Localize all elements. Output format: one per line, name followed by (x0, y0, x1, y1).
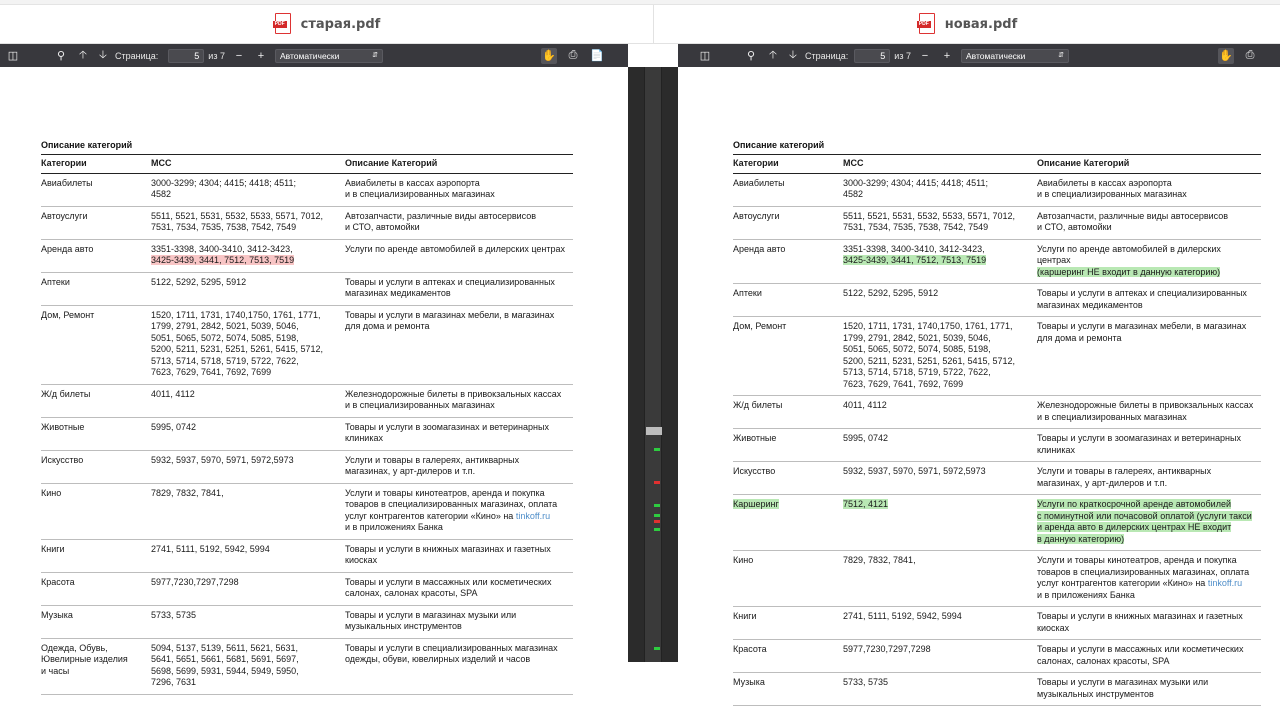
left-filename: старая.pdf (300, 16, 381, 32)
description-cell (345, 450, 573, 483)
description-cell (345, 539, 573, 572)
table-row (41, 572, 573, 605)
description-cell (345, 305, 573, 384)
mcc-codes: 5977,7230,7297,7298 (843, 644, 931, 654)
table-row (41, 605, 573, 638)
category-cell (41, 173, 151, 206)
mcc-cell (151, 605, 345, 638)
right-document-page (678, 67, 1280, 699)
category-description: Товары и услуги в магазинах музыки или музыкальных инструментов (1037, 677, 1209, 699)
mcc-codes: 3351-3398, 3400-3410, 3412-3423, (843, 243, 985, 254)
category-name: Каршеринг (733, 499, 779, 509)
category-cell (733, 317, 843, 396)
mcc-codes: 5511, 5521, 5531, 5532, 5533, 5571, 7012, 7531, 7534, 7535, 7538, 7542, 7549 (843, 210, 1015, 232)
zoom-select-value: Автоматически (279, 50, 340, 61)
category-description: Товары и услуги в аптеках и специализированных магазинах медикаментов (345, 276, 555, 298)
category-name: Искусство (733, 466, 776, 476)
mcc-codes: 5511, 5521, 5531, 5532, 5533, 5571, 7012, 7531, 7534, 7535, 7538, 7542, 7549 (151, 210, 323, 232)
mcc-codes-changed: 7512, 4121 (843, 499, 889, 509)
description-cell (1037, 640, 1261, 673)
category-cell (41, 206, 151, 239)
mcc-cell (151, 206, 345, 239)
category-name: Книги (41, 543, 65, 554)
table-row (41, 206, 573, 239)
category-cell (41, 417, 151, 450)
description-cell (345, 206, 573, 239)
mcc-codes: 2741, 5111, 5192, 5942, 5994 (151, 543, 270, 554)
table-row (41, 483, 573, 539)
right-pdf-pane (678, 5, 1280, 699)
diff-marker[interactable] (654, 520, 660, 523)
mcc-cell (151, 450, 345, 483)
category-description: Товары и услуги в магазинах мебели, в магазинах для дома и ремонта (345, 309, 555, 331)
mcc-cell (843, 396, 1037, 429)
description-cell (1037, 462, 1261, 495)
table-row (733, 495, 1261, 551)
mcc-codes: 5932, 5937, 5970, 5971, 5972,5973 (151, 454, 294, 465)
hand-tool-icon[interactable]: ✋ (541, 48, 557, 64)
category-description: Услуги по аренде автомобилей в дилерских центрах (345, 243, 566, 254)
mcc-codes: 4011, 4112 (843, 400, 887, 410)
table-row (733, 640, 1261, 673)
hand-tool-icon[interactable]: ✋ (1218, 48, 1234, 64)
category-name: Кино (733, 555, 754, 565)
table-row (41, 272, 573, 305)
diff-marker[interactable] (654, 514, 660, 517)
description-changed: (каршеринг НЕ входит в данную категорию) (1037, 266, 1221, 277)
search-icon[interactable]: ⚲ (56, 50, 66, 62)
mcc-cell (151, 239, 345, 272)
description-cell (1037, 173, 1261, 206)
category-cell (733, 206, 843, 239)
category-cell (41, 483, 151, 539)
category-description: Автозапчасти, различные виды автосервисов и СТО, автомойки (345, 210, 537, 232)
category-description: Авиабилеты в кассах аэропорта и в специализированных магазинах (345, 177, 495, 199)
table-header-row (733, 155, 1261, 174)
zoom-select[interactable] (961, 49, 1069, 63)
category-cell (733, 173, 843, 206)
table-row (41, 173, 573, 206)
mcc-cell (151, 417, 345, 450)
mcc-codes: 5733, 5735 (843, 677, 889, 687)
right-file-header (653, 5, 1280, 44)
category-cell (41, 305, 151, 384)
category-description: Авиабилеты в кассах аэропорта и в специализированных магазинах (1037, 177, 1187, 199)
header-description: Описание Категорий (345, 155, 573, 174)
category-cell (41, 572, 151, 605)
diff-marker[interactable] (654, 481, 660, 484)
mcc-codes: 5122, 5292, 5295, 5912 (843, 288, 939, 298)
mcc-codes: 2741, 5111, 5192, 5942, 5994 (843, 611, 962, 621)
zoom-select[interactable] (275, 49, 383, 63)
tinkoff-link[interactable]: tinkoff.ru (515, 510, 551, 521)
chevron-updown-icon: ⇵ (1058, 51, 1064, 59)
mcc-cell (151, 173, 345, 206)
description-cell (1037, 317, 1261, 396)
table-row (733, 239, 1261, 284)
sidebar-toggle-icon[interactable]: ◫ (699, 50, 711, 62)
mcc-codes: 3000-3299; 4304; 4415; 4418; 4511; 4582 (843, 177, 988, 199)
left-pdf-pane (0, 5, 628, 687)
category-description: Товары и услуги в зоомагазинах и ветеринарных клиниках (1037, 433, 1241, 455)
category-description: и в приложениях Банка (1037, 589, 1135, 600)
next-page-icon[interactable]: 🡣 (99, 49, 107, 61)
document-title: Описание категорий (41, 140, 133, 150)
category-name: Одежда, Обувь, Ювелирные изделия и часы (41, 642, 128, 676)
mcc-cell (151, 305, 345, 384)
category-cell (733, 239, 843, 284)
category-name: Музыка (41, 609, 73, 620)
mcc-cell (843, 284, 1037, 317)
mcc-codes: 5995, 0742 (151, 421, 197, 432)
left-document-page (0, 67, 628, 687)
header-mcc: МСС (151, 155, 345, 174)
page-total: из 7 (894, 50, 911, 61)
category-description: Товары и услуги в массажных или косметических салонах, салонах красоты, SPA (345, 576, 552, 598)
category-name: Авиабилеты (41, 177, 93, 188)
category-name: Дом, Ремонт (733, 321, 787, 331)
table-row (733, 673, 1261, 706)
table-row (733, 462, 1261, 495)
mcc-codes: 5094, 5137, 5139, 5611, 5621, 5631, 5641, 5651, 5661, 5681, 5691, 5697, 5698, 5699, 5931, 5944, 5949, 5950, 7296, 7631 (151, 642, 299, 687)
left-pdf-toolbar (0, 44, 628, 67)
zoom-in-button[interactable]: + (943, 49, 951, 62)
category-description: Товары и услуги в книжных магазинах и газетных киосках (1037, 611, 1243, 633)
category-name: Животные (733, 433, 777, 443)
print-icon[interactable]: ⎙ (1245, 49, 1255, 61)
description-cell (1037, 607, 1261, 640)
download-icon[interactable]: 📄 (590, 50, 604, 62)
sidebar-toggle-icon[interactable]: ◫ (7, 50, 19, 62)
category-table (733, 154, 1261, 706)
mcc-cell (843, 495, 1037, 551)
category-name: Искусство (41, 454, 84, 465)
category-name: Аренда авто (41, 243, 94, 254)
mcc-cell (843, 239, 1037, 284)
left-file-header (0, 5, 653, 44)
category-cell (41, 450, 151, 483)
category-description: Автозапчасти, различные виды автосервисов и СТО, автомойки (1037, 210, 1229, 232)
diff-marker[interactable] (654, 647, 660, 650)
chevron-updown-icon: ⇵ (372, 51, 378, 59)
mcc-cell (843, 462, 1037, 495)
category-description: и в приложениях Банка (345, 522, 443, 532)
category-description: Товары и услуги в магазинах музыки или музыкальных инструментов (345, 609, 517, 631)
mcc-cell (151, 539, 345, 572)
mcc-cell (843, 673, 1037, 706)
description-cell (345, 417, 573, 450)
mcc-cell (843, 429, 1037, 462)
previous-page-icon[interactable]: 🡡 (769, 49, 777, 61)
mcc-cell (843, 640, 1037, 673)
category-cell (41, 239, 151, 272)
category-cell (41, 605, 151, 638)
zoom-in-button[interactable]: + (257, 49, 265, 62)
diff-marker[interactable] (654, 528, 660, 531)
category-description: Товары и услуги в книжных магазинах и газетных киосках (345, 543, 551, 565)
mcc-codes-changed: 3425-3439, 3441, 7512, 7513, 7519 (151, 255, 295, 265)
category-description: Железнодорожные билеты в привокзальных кассах и в специализированных магазинах (345, 388, 562, 410)
page-total: из 7 (208, 50, 225, 61)
next-page-icon[interactable]: 🡣 (789, 49, 797, 61)
diff-marker[interactable] (654, 448, 660, 451)
mcc-codes: 1520, 1711, 1731, 1740,1750, 1761, 1771, 1799, 2791, 2842, 5021, 5039, 5046, 5051, 5065, 5072, 5074, 5085, 5198, 5200, 5211, 5231, 5251, 5261, 5415, 5712, 5713, 5714, 5718, 5719, 5722, 7622, 7623, 7629, 7641, 7692, 7699 (843, 321, 1015, 389)
diff-marker[interactable] (654, 504, 660, 507)
category-cell (41, 272, 151, 305)
description-cell (345, 572, 573, 605)
table-row (41, 305, 573, 384)
table-row (41, 450, 573, 483)
header-categories: Категории (41, 155, 151, 174)
mcc-codes: 1520, 1711, 1731, 1740,1750, 1761, 1771, 1799, 2791, 2842, 5021, 5039, 5046, 5051, 5065, 5072, 5074, 5085, 5198, 5200, 5211, 5231, 5251, 5261, 5415, 5712, 5713, 5714, 5718, 5719, 5722, 7622, 7623, 7629, 7641, 7692, 7699 (151, 309, 323, 377)
mcc-codes: 5733, 5735 (151, 609, 197, 620)
category-cell (733, 551, 843, 607)
mcc-cell (843, 317, 1037, 396)
mcc-cell (151, 384, 345, 417)
table-row (733, 173, 1261, 206)
document-title: Описание категорий (733, 140, 825, 150)
category-cell (733, 462, 843, 495)
zoom-out-button[interactable]: − (235, 49, 243, 62)
category-name: Авиабилеты (733, 177, 785, 188)
category-description: Услуги по аренде автомобилей в дилерских центрах (1037, 243, 1221, 265)
mcc-codes: 5122, 5292, 5295, 5912 (151, 276, 247, 287)
category-name: Музыка (733, 677, 765, 687)
category-cell (41, 638, 151, 694)
zoom-out-button[interactable]: − (921, 49, 929, 62)
category-cell (733, 396, 843, 429)
category-cell (733, 495, 843, 551)
table-row (733, 284, 1261, 317)
diff-marker[interactable] (646, 427, 662, 435)
page-number-input[interactable]: 5 (854, 49, 890, 63)
mcc-codes: 5932, 5937, 5970, 5971, 5972,5973 (843, 466, 986, 476)
category-name: Дом, Ремонт (41, 309, 95, 320)
mcc-cell (151, 483, 345, 539)
category-name: Ж/д билеты (41, 388, 91, 399)
mcc-codes: 5977,7230,7297,7298 (151, 576, 239, 587)
description-cell (1037, 284, 1261, 317)
description-cell (1037, 673, 1261, 706)
mcc-cell (843, 173, 1037, 206)
category-name: Красота (733, 644, 767, 654)
diff-gutter (628, 67, 678, 662)
category-description: Услуги и товары кинотеатров, аренда и покупка товаров в специализированных магазинах, оплата услуг контрагентов категории «Кино» на (345, 487, 558, 521)
category-description: Железнодорожные билеты в привокзальных кассах и в специализированных магазинах (1037, 400, 1254, 422)
table-row (733, 551, 1261, 607)
category-name: Ж/д билеты (733, 400, 783, 410)
pdf-file-icon: PDF (917, 13, 937, 35)
header-mcc: МСС (843, 155, 1037, 174)
mcc-codes: 3351-3398, 3400-3410, 3412-3423, (151, 243, 293, 254)
description-cell (1037, 206, 1261, 239)
description-cell (345, 173, 573, 206)
description-cell (345, 239, 573, 272)
category-name: Кино (41, 487, 62, 498)
category-description: Товары и услуги в специализированных магазинах одежды, обуви, ювелирных изделий и часов (345, 642, 558, 664)
category-description: Товары и услуги в аптеках и специализированных магазинах медикаментов (1037, 288, 1247, 310)
description-cell (1037, 495, 1261, 551)
right-pdf-toolbar (678, 44, 1280, 67)
page-number-input[interactable]: 5 (168, 49, 204, 63)
category-description: Услуги и товары в галереях, антикварных магазинах, у арт-дилеров и т.п. (1037, 466, 1212, 488)
description-changed: Услуги по краткосрочной аренде автомобилей с поминутной или почасовой оплатой (услуги такси и аренда авто в дилерских центрах НЕ входит в данную категорию) (1037, 499, 1252, 544)
category-cell (733, 284, 843, 317)
category-cell (733, 640, 843, 673)
table-row (733, 607, 1261, 640)
category-name: Аптеки (733, 288, 762, 298)
mcc-codes-changed: 3425-3439, 3441, 7512, 7513, 7519 (843, 255, 987, 265)
page-label: Страница: (115, 50, 159, 61)
mcc-codes: 7829, 7832, 7841, (843, 555, 916, 565)
category-name: Автоуслуги (41, 210, 88, 221)
table-row (41, 638, 573, 694)
table-row (733, 396, 1261, 429)
mcc-codes: 5995, 0742 (843, 433, 889, 443)
mcc-codes: 4011, 4112 (151, 388, 195, 399)
category-description: Услуги и товары в галереях, антикварных магазинах, у арт-дилеров и т.п. (345, 454, 520, 476)
mcc-codes: 7829, 7832, 7841, (151, 487, 224, 498)
description-cell (345, 272, 573, 305)
page-label: Страница: (805, 50, 849, 61)
print-icon[interactable]: ⎙ (568, 49, 578, 61)
description-cell (345, 483, 573, 539)
category-cell (733, 607, 843, 640)
table-row (41, 239, 573, 272)
category-cell (41, 539, 151, 572)
category-name: Аптеки (41, 276, 70, 287)
category-cell (733, 429, 843, 462)
mcc-cell (151, 638, 345, 694)
category-cell (41, 384, 151, 417)
mcc-cell (151, 572, 345, 605)
search-icon[interactable]: ⚲ (746, 50, 756, 62)
category-name: Автоуслуги (733, 210, 780, 221)
table-header-row (41, 155, 573, 174)
header-description: Описание Категорий (1037, 155, 1261, 174)
table-row (733, 429, 1261, 462)
category-description: Товары и услуги в магазинах мебели, в магазинах для дома и ремонта (1037, 321, 1247, 343)
description-cell (345, 384, 573, 417)
description-cell (1037, 551, 1261, 607)
table-row (733, 206, 1261, 239)
mcc-cell (151, 272, 345, 305)
mcc-cell (843, 607, 1037, 640)
category-name: Красота (41, 576, 75, 587)
diff-overview-bar[interactable] (644, 67, 662, 662)
table-row (41, 417, 573, 450)
category-name: Книги (733, 611, 757, 621)
category-name: Аренда авто (733, 243, 786, 254)
description-cell (1037, 396, 1261, 429)
description-cell (345, 605, 573, 638)
header-categories: Категории (733, 155, 843, 174)
pdf-file-icon: PDF (273, 13, 293, 35)
mcc-cell (843, 206, 1037, 239)
category-table (41, 154, 573, 695)
table-row (41, 384, 573, 417)
description-cell (1037, 429, 1261, 462)
category-description: Услуги и товары кинотеатров, аренда и покупка товаров в специализированных магазинах, оплата услуг контрагентов категории «Кино» на (1037, 555, 1250, 588)
previous-page-icon[interactable]: 🡡 (79, 49, 87, 61)
mcc-codes: 3000-3299; 4304; 4415; 4418; 4511; 4582 (151, 177, 296, 199)
tinkoff-link[interactable]: tinkoff.ru (1207, 578, 1243, 588)
category-name: Животные (41, 421, 85, 432)
zoom-select-value: Автоматически (965, 50, 1026, 61)
table-row (41, 539, 573, 572)
category-description: Товары и услуги в зоомагазинах и ветеринарных клиниках (345, 421, 549, 443)
description-cell (1037, 239, 1261, 284)
right-filename: новая.pdf (944, 16, 1018, 32)
category-cell (733, 673, 843, 706)
mcc-cell (843, 551, 1037, 607)
description-cell (345, 638, 573, 694)
table-row (733, 317, 1261, 396)
category-description: Товары и услуги в массажных или косметических салонах, салонах красоты, SPA (1037, 644, 1244, 666)
